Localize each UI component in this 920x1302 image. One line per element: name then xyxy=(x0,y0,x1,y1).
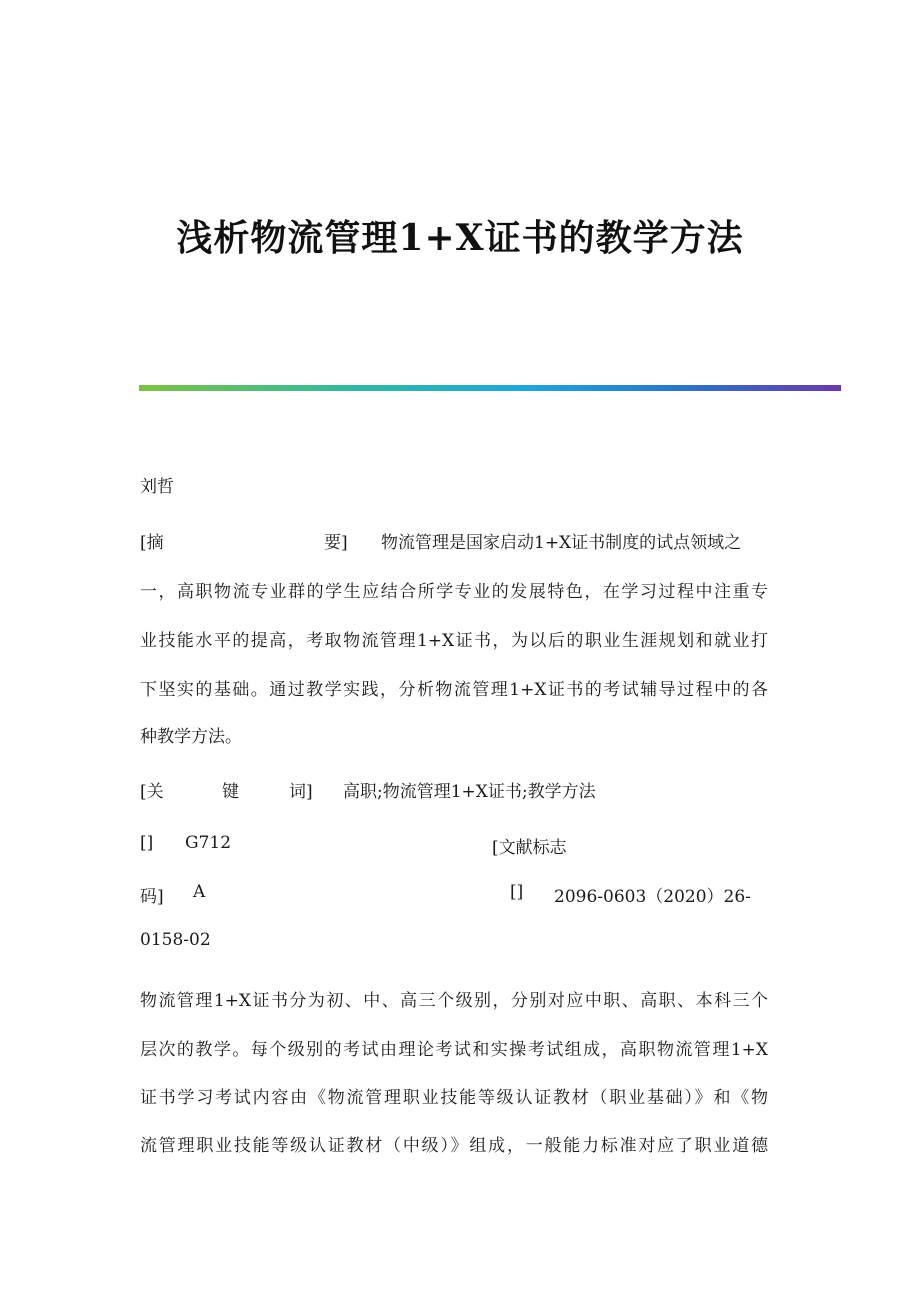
clc-bracket: [] xyxy=(140,833,154,853)
keywords-label-3: 词] xyxy=(289,782,313,802)
title-divider xyxy=(139,385,841,391)
abstract-label-open: [摘 xyxy=(140,533,164,553)
body-line-3: 证书学习考试内容由《物流管理职业技能等级认证教材（职业基础）》和《物 xyxy=(140,1088,768,1108)
article-id-part2: 0158-02 xyxy=(140,930,211,950)
article-bracket: [] xyxy=(510,882,524,902)
abstract-line-3: 业技能水平的提高，考取物流管理1+X证书，为以后的职业生涯规划和就业打 xyxy=(140,631,768,651)
document-title: 浅析物流管理1+X证书的教学方法 xyxy=(176,217,744,259)
doc-mark-value: A xyxy=(193,882,206,902)
body-line-2: 层次的教学。每个级别的考试由理论考试和实操考试组成，高职物流管理1+X xyxy=(140,1040,768,1060)
keywords-value: 高职;物流管理1+X证书;教学方法 xyxy=(343,782,596,802)
clc-code: G712 xyxy=(185,833,232,853)
body-line-4: 流管理职业技能等级认证教材（中级）》组成，一般能力标准对应了职业道德 xyxy=(140,1136,768,1156)
abstract-label-close: 要] xyxy=(324,533,348,553)
keywords-label-2: 键 xyxy=(222,782,239,802)
keywords-label-1: [关 xyxy=(140,782,164,802)
abstract-line-2: 一，高职物流专业群的学生应结合所学专业的发展特色，在学习过程中注重专 xyxy=(140,582,768,602)
doc-mark-label-end: 码] xyxy=(140,887,164,907)
abstract-line-1: 物流管理是国家启动1+X证书制度的试点领域之 xyxy=(381,533,742,553)
article-id-part1: 2096-0603（2020）26- xyxy=(554,887,751,907)
author-name: 刘哲 xyxy=(140,477,174,497)
abstract-line-5: 种教学方法。 xyxy=(140,727,242,747)
body-line-1: 物流管理1+X证书分为初、中、高三个级别，分别对应中职、高职、本科三个 xyxy=(140,991,768,1011)
doc-mark-label: [文献标志 xyxy=(492,838,567,858)
abstract-line-4: 下坚实的基础。通过教学实践，分析物流管理1+X证书的考试辅导过程中的各 xyxy=(140,680,768,700)
